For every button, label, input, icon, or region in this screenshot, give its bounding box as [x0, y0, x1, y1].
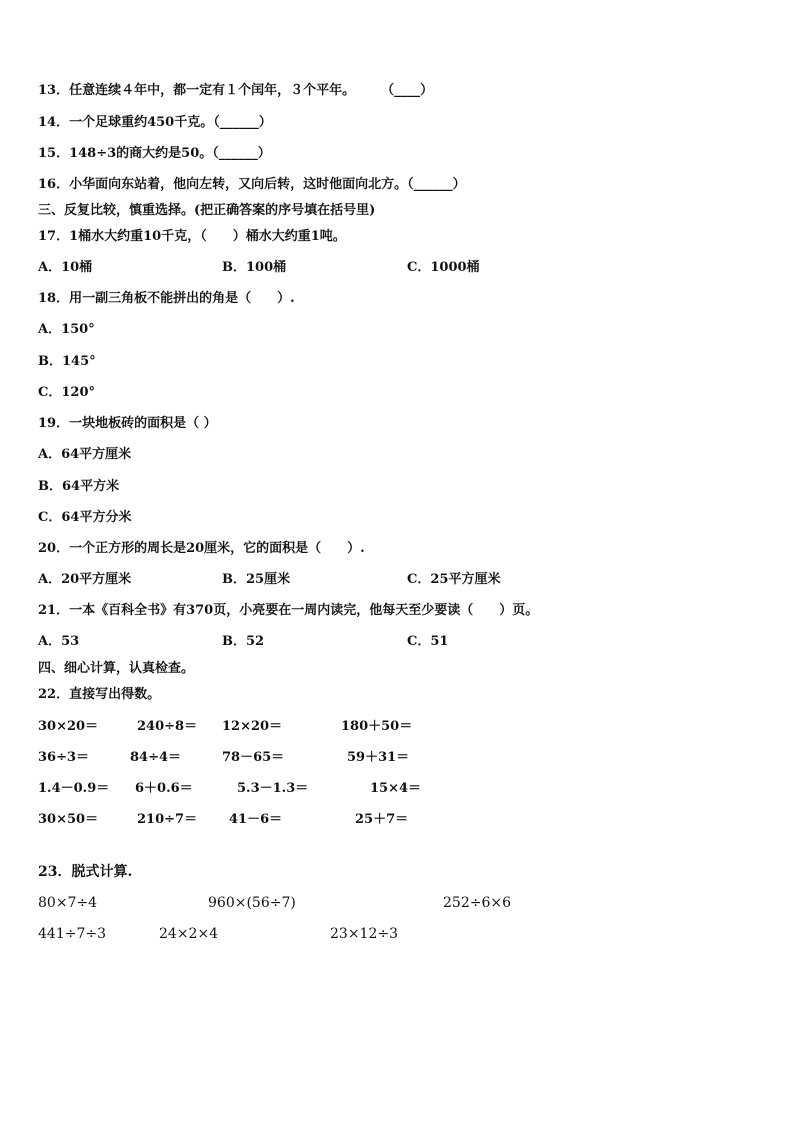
calc-item[interactable]: 210÷7＝: [137, 812, 198, 827]
question-17: [38, 228, 346, 246]
option-a[interactable]: A．53: [38, 634, 80, 649]
option-c[interactable]: C．64平方分米: [38, 510, 132, 525]
question-13: [38, 82, 433, 100]
calc-item[interactable]: 36÷3＝: [38, 750, 90, 765]
question-text: 148÷3的商大约是50。: [69, 146, 213, 161]
calc-item[interactable]: 30×20＝: [38, 719, 99, 734]
question-text: 任意连续４年中，都一定有１个闰年，３个平年。: [69, 83, 356, 98]
answer-blank[interactable]: （______）: [213, 115, 272, 130]
question-text: 用一副三角板不能拼出的角是（ ）.: [69, 291, 295, 306]
question-19: [38, 415, 217, 433]
section-heading-3: 三、反复比较，慎重选择。(把正确答案的序号填在括号里): [38, 203, 376, 218]
calc-item[interactable]: 441÷7÷3: [38, 926, 106, 942]
answer-blank[interactable]: （____）: [381, 83, 434, 98]
question-number: 18．: [38, 291, 70, 306]
question-text: 脱式计算.: [71, 864, 133, 880]
question-number: 20．: [38, 541, 70, 556]
section-heading-4: 四、细心计算，认真检查。: [38, 661, 195, 676]
question-text: 小华面向东站着，他向左转，又向后转，这时他面向北方。: [69, 177, 408, 192]
question-text: 一个足球重约450千克。: [69, 115, 214, 130]
option-a[interactable]: A．20平方厘米: [38, 572, 132, 587]
question-number: 19．: [38, 416, 70, 431]
calc-item[interactable]: 15×4＝: [370, 781, 422, 796]
question-number: 13．: [38, 83, 70, 98]
option-c[interactable]: C．1000桶: [407, 260, 480, 275]
option-b[interactable]: B．25厘米: [222, 572, 291, 587]
calc-item[interactable]: 5.3－1.3＝: [237, 781, 309, 796]
question-number: 14．: [38, 115, 70, 130]
option-b[interactable]: B．64平方米: [38, 479, 120, 494]
calc-item[interactable]: 1.4－0.9＝: [38, 781, 110, 796]
question-20: [38, 540, 365, 558]
question-text: 一块地板砖的面积是（ ）: [69, 416, 217, 431]
question-number: 21．: [38, 603, 70, 618]
question-22: [38, 686, 160, 704]
option-a[interactable]: A．150°: [38, 322, 95, 337]
question-text: 直接写出得数。: [69, 687, 161, 702]
question-21: [38, 602, 538, 620]
calc-item[interactable]: 6＋0.6＝: [135, 781, 193, 796]
calc-item[interactable]: 59＋31＝: [347, 750, 410, 765]
option-b[interactable]: B．100桶: [222, 260, 287, 275]
option-c[interactable]: C．51: [407, 634, 449, 649]
question-23: [38, 863, 132, 881]
calc-item[interactable]: 252÷6×6: [443, 895, 511, 911]
question-number: 23．: [38, 864, 72, 880]
question-18: [38, 290, 295, 308]
calc-item[interactable]: 41－6＝: [229, 812, 283, 827]
calc-item[interactable]: 80×7÷4: [38, 895, 98, 911]
calc-item[interactable]: 78－65＝: [222, 750, 285, 765]
calc-item[interactable]: 12×20＝: [222, 719, 283, 734]
option-b[interactable]: B．145°: [38, 354, 96, 369]
question-16: [38, 176, 466, 194]
option-a[interactable]: A．64平方厘米: [38, 447, 132, 462]
calc-item[interactable]: 23×12÷3: [330, 926, 398, 942]
question-number: 15．: [38, 146, 70, 161]
option-b[interactable]: B．52: [222, 634, 265, 649]
option-a[interactable]: A．10桶: [38, 260, 93, 275]
question-number: 16．: [38, 177, 70, 192]
question-number: 22．: [38, 687, 70, 702]
answer-blank[interactable]: （______）: [407, 177, 466, 192]
question-15: [38, 145, 271, 163]
calc-item[interactable]: 30×50＝: [38, 812, 99, 827]
question-number: 17．: [38, 229, 70, 244]
question-text: 一个正方形的周长是20厘米，它的面积是（ ）.: [69, 541, 365, 556]
calc-item[interactable]: 84÷4＝: [130, 750, 182, 765]
calc-item[interactable]: 180＋50＝: [341, 719, 413, 734]
calc-item[interactable]: 24×2×4: [159, 926, 219, 942]
calc-item[interactable]: 960×(56÷7): [208, 895, 296, 911]
calc-item[interactable]: 25＋7＝: [355, 812, 409, 827]
option-c[interactable]: C．25平方厘米: [407, 572, 501, 587]
answer-blank[interactable]: （______）: [212, 146, 271, 161]
calc-item[interactable]: 240÷8＝: [137, 719, 198, 734]
question-14: [38, 114, 272, 132]
option-c[interactable]: C．120°: [38, 385, 95, 400]
question-text: 1桶水大约重10千克，（ ）桶水大约重1吨。: [69, 229, 346, 244]
question-text: 一本《百科全书》有370页，小亮要在一周内读完，他每天至少要读（ ）页。: [69, 603, 539, 618]
